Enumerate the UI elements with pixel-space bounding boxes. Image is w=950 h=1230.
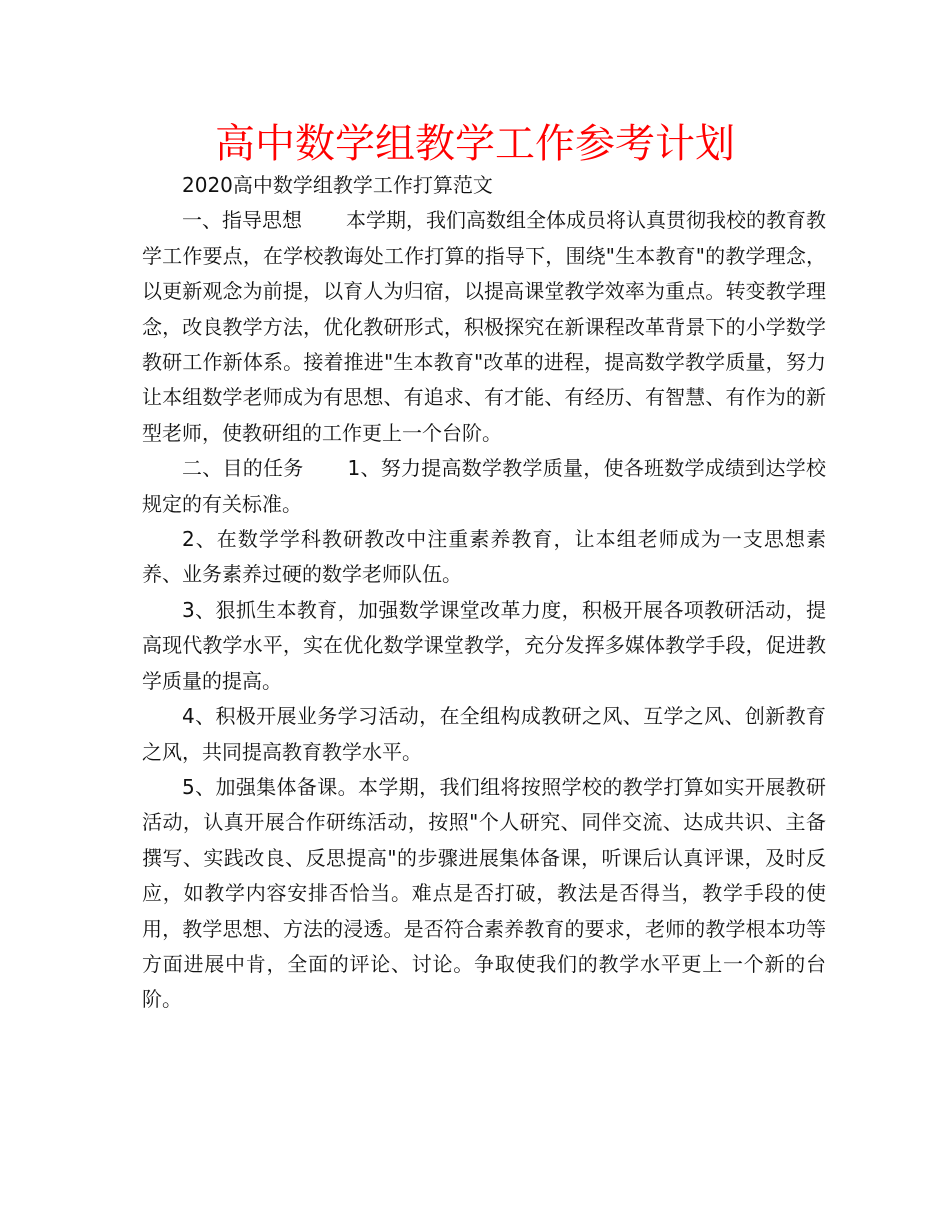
section-heading: 二、目的任务	[182, 456, 304, 481]
document-subtitle: 2020高中数学组教学工作打算范文	[182, 173, 493, 197]
goal-item-5: 5、加强集体备课。本学期，我们组将按照学校的教学打算如实开展教研活动，认真开展合作研练活动，按照"个人研究、同伴交流、达成共识、主备撰写、实践改良、反思提高"的步骤进展集体备课，听课后认真评课，及时反应，如教学内容安排否恰当。难点是否打破，教法是否得当，教学手段的使用，教学思想、方法的浸透。是否符合素养教育的要求，老师的教学根本功等方面进展中肯，全面的评论、讨论。争取使我们的教学水平更上一个新的台阶。	[142, 774, 826, 1012]
document-body	[142, 168, 826, 1018]
goal-item-3: 3、狠抓生本教育，加强数学课堂改革力度，积极开展各项教研活动，提高现代教学水平，实在优化数学课堂教学，充分发挥多媒体教学手段，促进教学质量的提高。	[142, 597, 826, 693]
section-text: 本学期，我们高数组全体成员将认真贯彻我校的教育教学工作要点，在学校教诲处工作打算的指导下，围绕"生本教育"的教学理念，以更新观念为前提，以育人为归宿，以提高课堂教学效率为重点。转变教学理念，改良教学方法，优化教研形式，积极探究在新课程改革背景下的小学数学教研工作新体系。接着推进"生本教育"改革的进程，提高数学教学质量，努力让本组数学老师成为有思想、有追求、有才能、有经历、有智慧、有作为的新型老师，使教研组的工作更上一个台阶。	[142, 208, 826, 445]
section-heading: 一、指导思想	[182, 208, 302, 233]
goal-item-1: 1、努力提高数学教学质量，使各班数学成绩到达学校规定的有关标准。	[142, 456, 827, 516]
section-goals	[142, 451, 826, 522]
goal-item-4: 4、积极开展业务学习活动，在全组构成教研之风、互学之风、创新教育之风，共同提高教育教学水平。	[142, 704, 826, 764]
document-title: 高中数学组教学工作参考计划	[215, 121, 735, 167]
section-guiding-ideology	[142, 203, 826, 451]
goal-item-2: 2、在数学学科教研教改中注重素养教育，让本组老师成为一支思想素养、业务素养过硬的数学老师队伍。	[142, 527, 826, 587]
